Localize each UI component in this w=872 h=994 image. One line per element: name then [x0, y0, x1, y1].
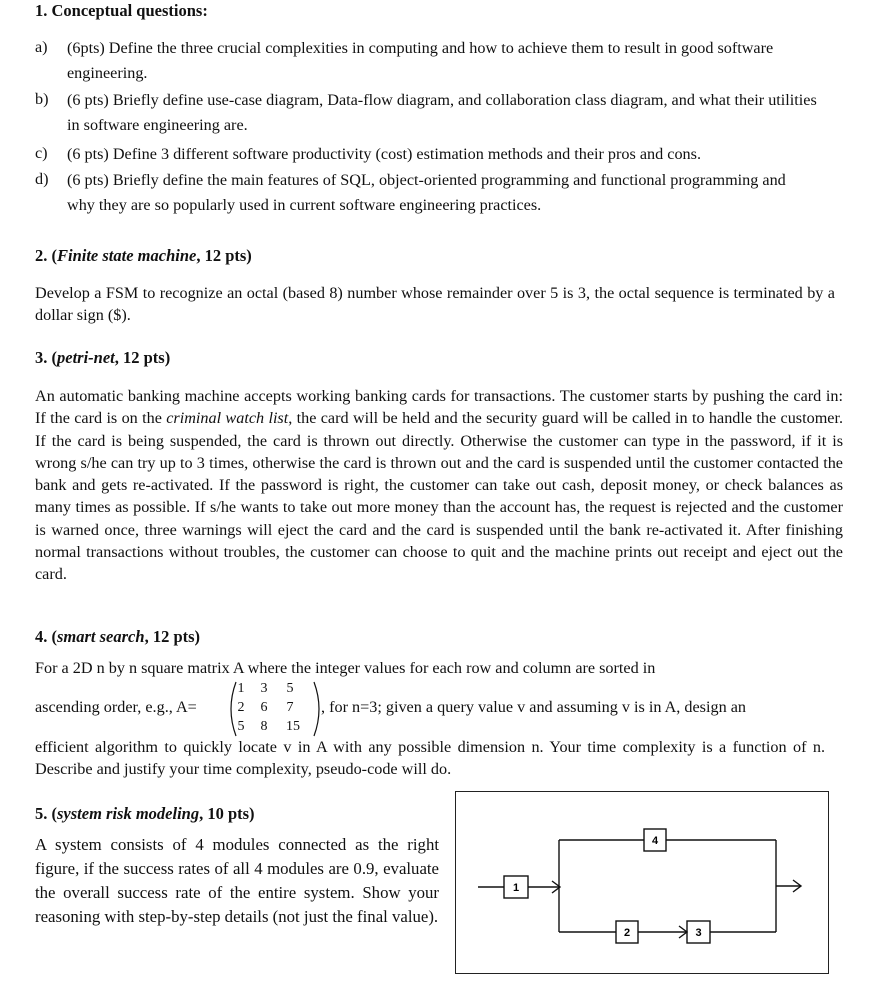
section-number: 4. (: [35, 627, 57, 646]
section1-heading: 1. Conceptual questions:: [35, 1, 208, 20]
section4-line3: efficient algorithm to quickly locate v in A with any possible dimension n. Your time complexity is a function of n. Describe and justify your time complexity, pseudo-code will do.: [35, 738, 825, 778]
system-diagram: [455, 791, 829, 974]
section-number: 2. (: [35, 246, 57, 265]
matrix-cell: 5: [286, 681, 294, 696]
matrix-cell: 6: [260, 700, 268, 715]
section4-line1: For a 2D n by n square matrix A where the integer values for each row and column are sorted in: [35, 659, 656, 677]
section2-heading: [35, 245, 252, 267]
section-number: 5. (: [35, 804, 57, 823]
question-label: c): [35, 144, 48, 162]
question-text: (6 pts) Briefly define use-case diagram, Data-flow diagram, and collaboration class diagram, and what their utilities in software engineering are.: [67, 91, 817, 134]
section4-heading: [35, 626, 200, 648]
section-title: system risk modeling: [57, 804, 200, 823]
section4-line2-end: , for n=3; given a query value v and assuming v is in A, design an: [321, 698, 746, 716]
section-points: , 10 pts): [199, 804, 255, 823]
section5-body: A system consists of 4 modules connected as the right figure, if the success rates of all 4 modules are 0.9, evaluate the overall success rate of the entire system. Show your reasoning with step-by-step details (not just the final value).: [35, 835, 439, 926]
matrix-cell: 1: [237, 681, 245, 696]
system-diagram-svg: [456, 792, 830, 975]
body-text: , the card will be held and the security guard will be called in to handle the customer. If the card is being suspended, the card is thrown out directly. Otherwise the customer can type in the password, if it is wrong s/he can try up to 3 times, otherwise the card is thrown out and the card is suspended until the customer contacted the bank and gets re-activated. If the password is right, the customer can take out cash, deposit money, or check balances as many times as possible. If s/he wants to take out more money than the account has, the request is rejected and the customer is warned once, three warnings will eject the card and the card is suspended until the bank re-activated it. After finishing normal transactions without troubles, the customer can choose to quit and the machine prints out receipt and eject out the card.: [35, 409, 844, 584]
matrix-cell: 15: [286, 719, 300, 734]
body-text: An automatic banking machine accepts working banking cards for transactions. The customer starts by pushing the card in: If the card is on the: [35, 387, 843, 428]
section-title: Finite state machine: [57, 246, 197, 265]
question-text: (6 pts) Define 3 different software productivity (cost) estimation methods and their pros and cons.: [67, 145, 701, 163]
section-points: , 12 pts): [144, 627, 201, 646]
module-1-label: 1: [512, 882, 520, 894]
matrix-cell: 8: [260, 719, 268, 734]
section-points: , 12 pts): [196, 246, 252, 265]
question-text: (6 pts) Briefly define the main features of SQL, object-oriented programming and functional programming and why they are so popularly used in current software engineering practices.: [67, 171, 786, 214]
question-label: d): [35, 170, 49, 188]
section-title: petri-net: [57, 348, 115, 367]
section3-body: [35, 385, 843, 586]
section2-body: Develop a FSM to recognize an octal (based 8) number whose remainder over 5 is 3, the octal sequence is terminated by a dollar sign ($).: [35, 284, 835, 324]
matrix-cell: 7: [286, 700, 294, 715]
question-text: (6pts) Define the three crucial complexities in computing and how to achieve them to result in good software engineering.: [67, 39, 774, 82]
module-4-label: 4: [651, 835, 659, 847]
body-emphasis: criminal watch list: [166, 409, 289, 428]
matrix-cell: 3: [260, 681, 268, 696]
matrix-A: [232, 681, 322, 737]
section4-line2-start: ascending order, e.g., A=: [35, 698, 197, 716]
section-points: , 12 pts): [114, 348, 171, 367]
module-2-label: 2: [623, 927, 631, 939]
matrix-cell: 5: [237, 719, 245, 734]
matrix-cell: 2: [237, 700, 245, 715]
question-label: a): [35, 38, 48, 56]
question-label: b): [35, 90, 49, 108]
section-title: smart search: [57, 627, 145, 646]
section5-heading: [35, 803, 255, 825]
section-number: 3. (: [35, 348, 57, 367]
module-3-label: 3: [695, 927, 702, 939]
section3-heading: [35, 347, 170, 369]
